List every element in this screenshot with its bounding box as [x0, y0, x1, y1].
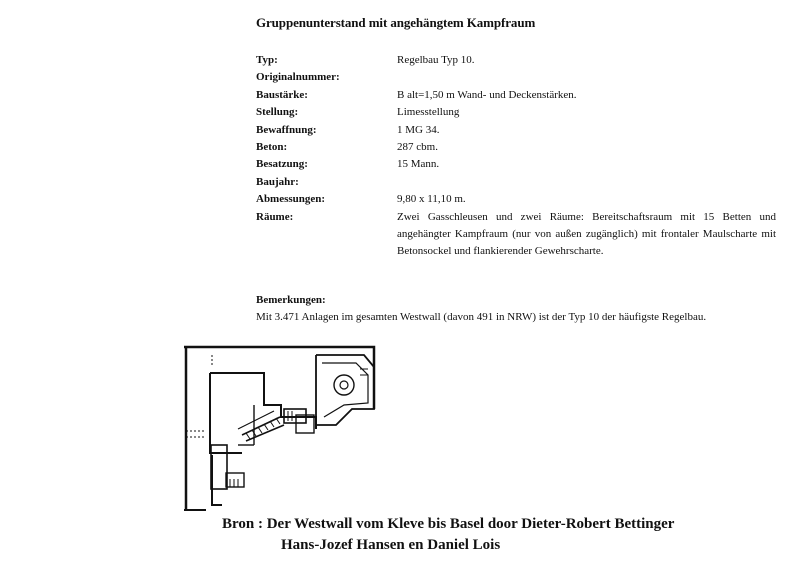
- property-row-stellung: [256, 104, 776, 121]
- property-value: [397, 174, 776, 191]
- property-value: 9,80 x 11,10 m.: [397, 193, 466, 206]
- property-label: Stellung:: [256, 106, 299, 119]
- remarks-section: [256, 292, 770, 325]
- properties-list: [256, 52, 776, 261]
- property-value: 15 Mann.: [397, 158, 440, 171]
- property-row-baustaerke: [256, 87, 776, 104]
- property-label: Beton:: [256, 141, 288, 154]
- property-row-besatzung: [256, 156, 776, 173]
- document-title: Gruppenunterstand mit angehängtem Kampfraum: [256, 15, 536, 30]
- property-label: Bewaffnung:: [256, 123, 317, 136]
- source-citation: [222, 514, 674, 556]
- property-row-beton: [256, 139, 776, 156]
- property-label: Abmessungen:: [256, 193, 326, 206]
- property-label: Baustärke:: [256, 88, 308, 101]
- property-row-baujahr: [256, 174, 776, 191]
- property-row-bewaffnung: [256, 122, 776, 139]
- property-row-abmessungen: [256, 191, 776, 208]
- property-label: Besatzung:: [256, 158, 308, 171]
- property-row-typ: [256, 52, 776, 69]
- property-value: 1 MG 34.: [397, 123, 440, 136]
- property-value: Limesstellung: [397, 106, 460, 119]
- property-row-originalnummer: [256, 69, 776, 86]
- remarks-text: Mit 3.471 Anlagen im gesamten Westwall (davon 491 in NRW) ist der Typ 10 der häufigste Regelbau.: [256, 310, 707, 323]
- bunker-floor-plan-icon: [184, 345, 384, 512]
- property-value: B alt=1,50 m Wand- und Deckenstärken.: [397, 88, 577, 101]
- property-label: Baujahr:: [256, 175, 299, 188]
- property-value: 287 cbm.: [397, 141, 438, 154]
- source-line-1: Bron : Der Westwall vom Kleve bis Basel door Dieter-Robert Bettinger: [222, 516, 675, 532]
- remarks-heading: Bemerkungen:: [256, 294, 326, 306]
- property-label: Originalnummer:: [256, 71, 340, 84]
- source-line-2: Hans-Jozef Hansen en Daniel Lois: [281, 537, 501, 553]
- property-value: Regelbau Typ 10.: [397, 54, 475, 66]
- property-label: Räume:: [256, 210, 294, 223]
- property-row-raeume: [256, 209, 776, 261]
- property-value: [397, 69, 776, 86]
- property-value: Zwei Gasschleusen und zwei Räume: Bereitschaftsraum mit 15 Betten und angehängter Kampfraum (nur von außen zugänglich) mit frontaler Maulscharte mit Betonsockel und flankierender Gewehrscharte.: [397, 210, 776, 258]
- property-label: Typ:: [256, 54, 278, 66]
